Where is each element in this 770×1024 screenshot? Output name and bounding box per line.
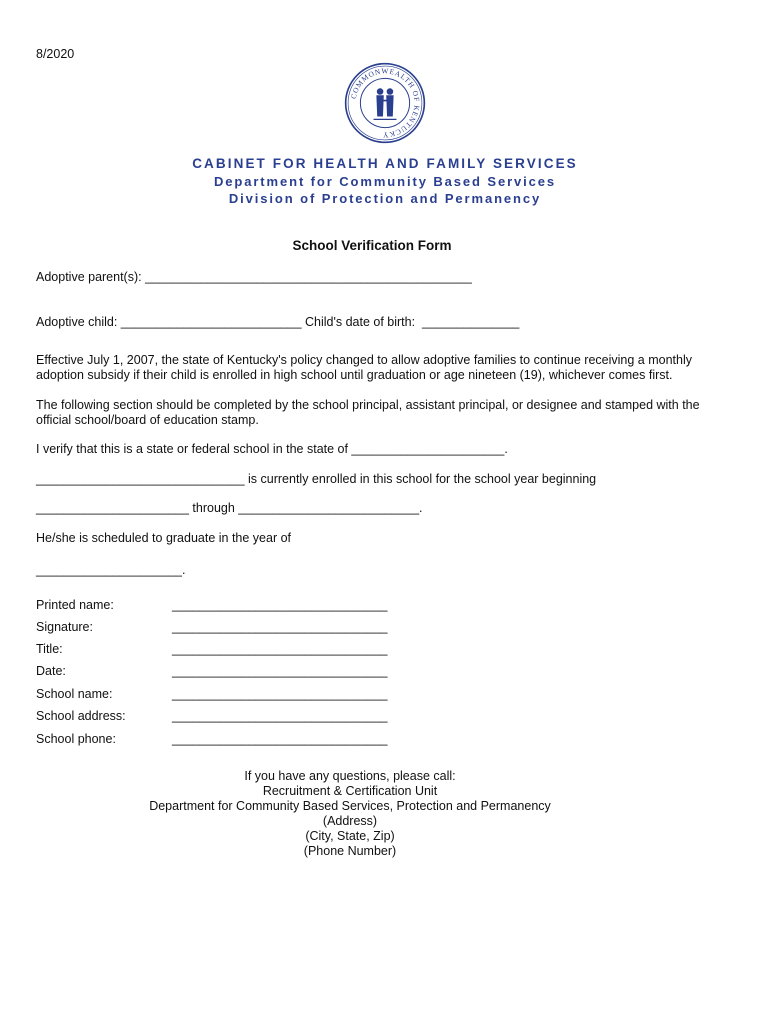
printed-name-field[interactable]: _______________________________ [172,598,388,612]
policy-paragraph: Effective July 1, 2007, the state of Kentucky's policy changed to allow adoptive families to continue receiving a monthly adoption subsidy if their child is enrolled in high school until graduation or age nineteen (19), whichever comes first. [36,353,692,382]
signature-row [36,620,406,636]
footer-city-state-zip: (City, State, Zip) [305,829,395,843]
adoptive-child-field[interactable]: Adoptive child: __________________________ Child's date of birth: ______________ [36,315,520,329]
signature-field[interactable]: _______________________________ [172,620,388,634]
printed-name-label: Printed name: [36,598,114,612]
school-phone-row [36,732,406,748]
cabinet-heading: CABINET FOR HEALTH AND FAMILY SERVICES [192,156,578,171]
title-field[interactable]: _______________________________ [172,642,388,656]
kentucky-state-seal-icon [344,62,426,144]
school-phone-label: School phone: [36,732,116,746]
school-address-row [36,709,406,725]
footer-address: (Address) [322,814,378,828]
printed-name-row [36,598,406,614]
school-address-label: School address: [36,709,126,723]
date-label: Date: [36,664,66,678]
title-label: Title: [36,642,63,656]
svg-text:COMMONWEALTH OF KENTUCKY [349,66,422,139]
footer-phone: (Phone Number) [303,844,397,858]
school-address-field[interactable]: _______________________________ [172,709,388,723]
instructions-paragraph: The following section should be completed by the school principal, assistant principal, or designee and stamped with the official school/board of education stamp. [36,398,700,427]
enrolled-student-field[interactable]: ______________________________ is currently enrolled in this school for the school year beginning [36,472,597,486]
graduation-year-field[interactable]: _____________________. [36,563,186,577]
school-name-row [36,687,406,703]
adoptive-parents-field[interactable]: Adoptive parent(s): _______________________________________________ [36,270,472,284]
seal-ring-text: COMMONWEALTH OF KENTUCKY [348,66,422,140]
division-heading: Division of Protection and Permanency [228,191,542,206]
verify-state-field[interactable]: I verify that this is a state or federal school in the state of ______________________. [36,442,508,456]
school-name-label: School name: [36,687,113,701]
contact-footer [0,769,700,859]
footer-question: If you have any questions, please call: [244,769,456,783]
date-row [36,664,406,680]
graduation-label: He/she is scheduled to graduate in the year of [36,531,292,545]
title-row [36,642,406,658]
school-year-range-field[interactable]: ______________________ through __________________________. [36,501,423,515]
school-name-field[interactable]: _______________________________ [172,687,388,701]
footer-unit: Recruitment & Certification Unit [262,784,438,798]
school-phone-field[interactable]: _______________________________ [172,732,388,746]
form-title: School Verification Form [292,238,452,253]
date-code: 8/2020 [36,47,75,61]
signature-label: Signature: [36,620,93,634]
date-field[interactable]: _______________________________ [172,664,388,678]
footer-department: Department for Community Based Services, Protection and Permanency [149,799,551,813]
department-heading: Department for Community Based Services [213,174,557,189]
